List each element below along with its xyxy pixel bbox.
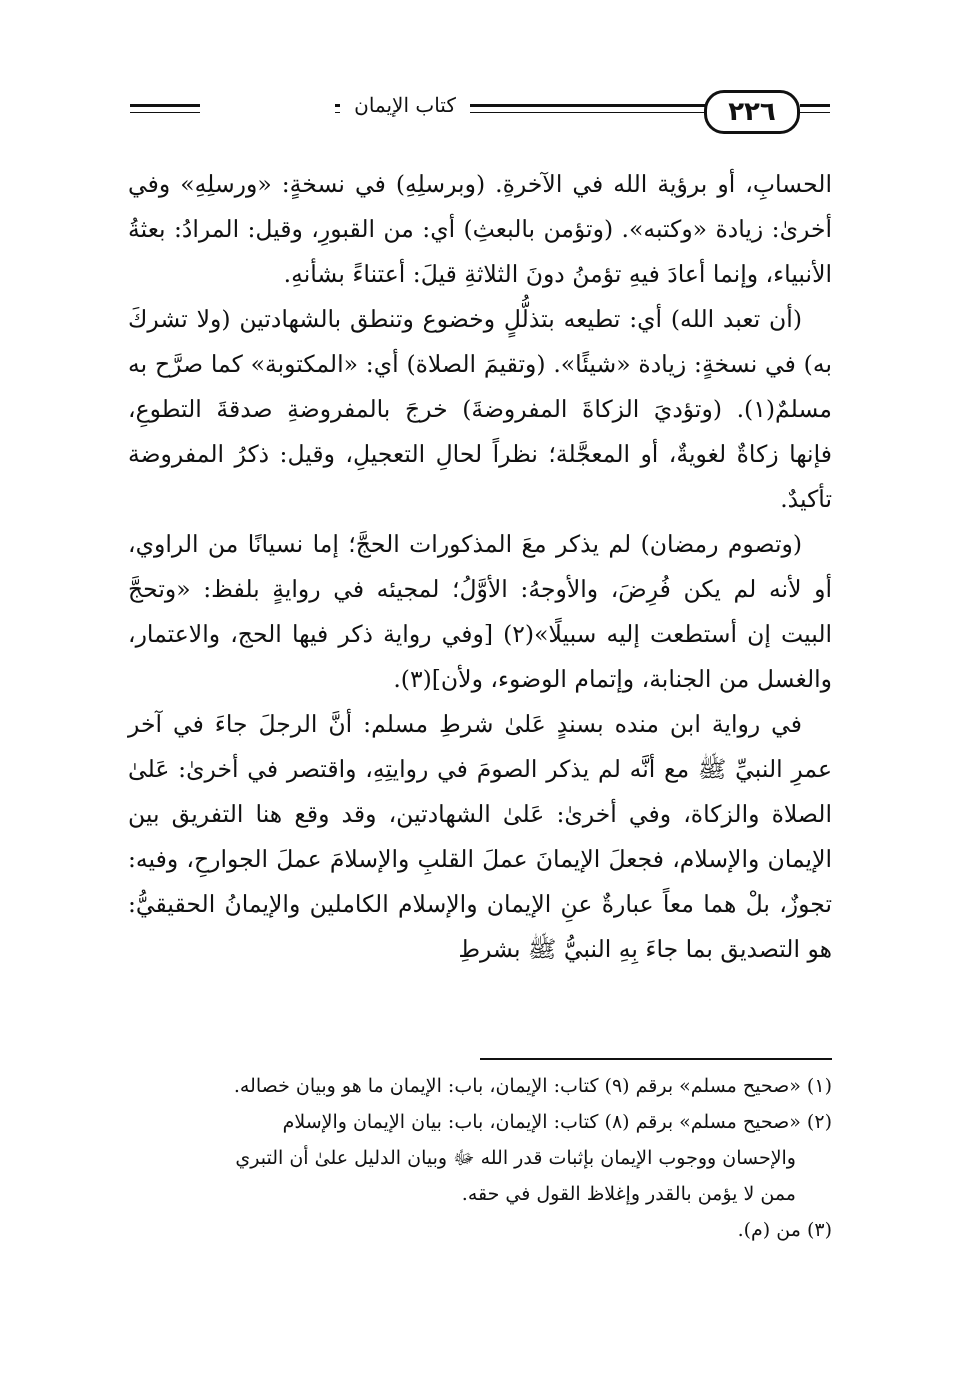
footnote-2-continued-2: ممن لا يؤمن بالقدر وإغلاظ القول في حقه.	[461, 1183, 796, 1205]
footnotes	[128, 1068, 832, 1248]
header-rule-left-top	[130, 104, 200, 107]
paragraph-4: في رواية ابن منده بسندٍ عَلىٰ شرطِ مسلم: أنَّ الرجلَ جاءَ في آخر عمرِ النبيِّ ﷺ مع أنَّه لم يذكر الصومَ في روايتِهِ، واقتصر في أخرىٰ: عَلىٰ الصلاة والزكاة، وفي أخرىٰ: عَلىٰ الشهادتين، وقد وقع هنا التفريق بين الإيمان والإسلام، فجعلَ الإيمانَ عملَ القلبِ والإسلامَ عملَ الجوارحِ، وفيه: تجوزٌ، بلْ هما معاً عبارةٌ عنِ الإيمان والإسلام الكاملين والإيمانُ الحقيقيُّ: هو التصديق بما جاءَ بِهِ النبيُّ ﷺ بشرطِ	[128, 710, 832, 963]
paragraph-1: الحسابِ، أو برؤية الله في الآخرةِ. (وبرسلِهِ) في نسخةٍ: «ورسلِهِ» وفي أخرىٰ: زيادة «وكتبه». (وتؤمن بالبعثِ) أي: من القبورِ، وقيل: المرادُ: بعثةُ الأنبياء، وإنما أعادَ فيهِ تؤمنُ دونَ الثلاثةِ قيلَ: أعتناءً بشأنهِ.	[128, 170, 832, 288]
page-number: ٢٢٦	[704, 90, 800, 134]
footnote-2: (٢) «صحيح مسلم» برقم (٨) كتاب: الإيمان، باب: بيان الإيمان والإسلام	[282, 1111, 832, 1133]
footnote-divider	[480, 1058, 832, 1060]
footnote-2-continued: والإحسان ووجوب الإيمان بإثبات قدر الله ﷻ وبيان الدليل علىٰ أن التبري	[235, 1147, 796, 1169]
header-rule-right-top	[800, 104, 830, 107]
footnote-1: (١) «صحيح مسلم» برقم (٩) كتاب: الإيمان، باب: الإيمان ما هو وبيان خصاله.	[233, 1075, 832, 1097]
main-text	[128, 162, 832, 972]
page-header	[130, 88, 830, 132]
footnote-3: (٣) من (م).	[737, 1219, 832, 1241]
header-rule-left-bottom	[130, 112, 200, 113]
paragraph-2: (أن تعبد الله) أي: تطيعه بتذلُّلٍ وخضوع وتنطق بالشهادتين (ولا تشركَ به) في نسخةٍ: زيادة «شيئًا». (وتقيمَ الصلاة) أي: «المكتوبة» كما صرَّح به مسلمٌ(١). (وتؤديَ الزكاةَ المفروضةَ) خرجَ بالمفروضةِ صدقةَ التطوعِ، فإنها زكاةٌ لغويةٌ، أو المعجَّلة؛ نظراً لحالِ التعجيلِ، وقيل: ذكرُ المفروضة تأكيدٌ.	[128, 305, 832, 513]
running-title: كتاب الإيمان	[340, 88, 470, 122]
paragraph-3: (وتصوم رمضان) لم يذكر معَ المذكورات الحجَّ؛ إما نسيانًا من الراوي، أو لأنه لم يكن فُرِضَ، والأوجهُ: الأوَّلُ؛ لمجيئه في روايةٍ بلفظ: «وتحجَّ البيت إن أستطعت إليه سبيلًا»(٢) [وفي رواية ذكر فيها الحج، والاعتمار، والغسل من الجنابة، وإتمام الوضوء، ولأن](٣).	[128, 530, 833, 693]
header-rule-right-bottom	[800, 112, 830, 113]
